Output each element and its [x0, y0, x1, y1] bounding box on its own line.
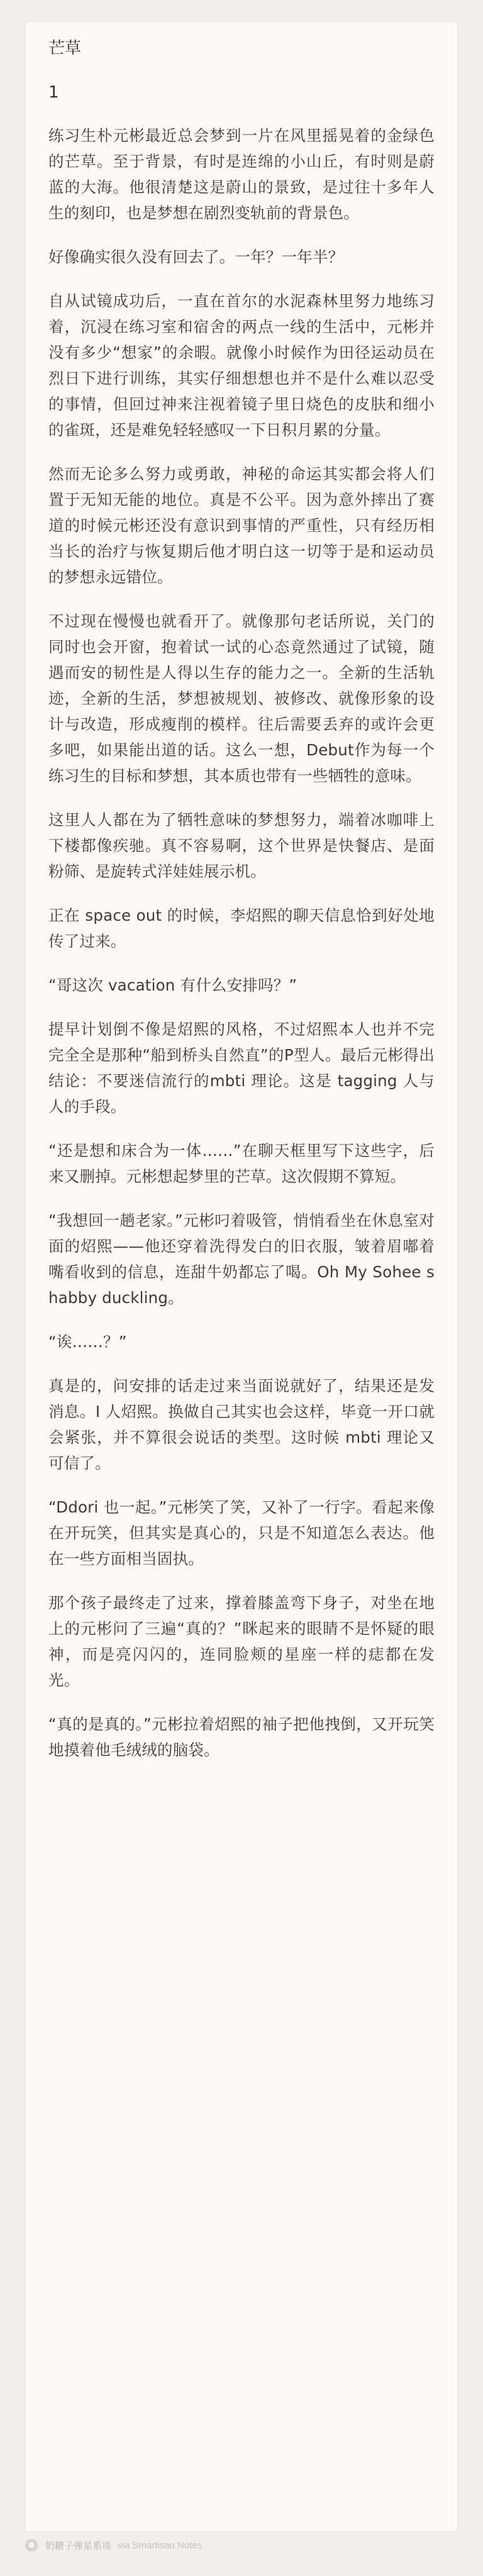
footer [25, 2536, 458, 2555]
user-icon: ● [25, 2539, 38, 2551]
paragraph: 正在 space out 的时候，李炤熙的聊天信息恰到好处地传了过来。 [48, 906, 435, 950]
paragraph: 提早计划倒不像是炤熙的风格，不过炤熙本人也并不完完全全是那种“船到桥头自然直”的P型人。最后元彬得出结论：不要迷信流行的mbti 理论。这是 tagging 人与人的手段。 [48, 1020, 435, 1116]
paragraph: 这里人人都在为了牺牲意味的梦想努力，端着冰咖啡上下楼都像疾驰。真不容易啊，这个世界是快餐店、是面粉筛、是旋转式洋娃娃展示机。 [48, 811, 435, 880]
paragraph: 那个孩子最终走了过来，撑着膝盖弯下身子，对坐在地上的元彬问了三遍“真的？”眯起来的眼睛不是怀疑的眼神，而是亮闪闪的，连同脸颊的星座一样的痣都在发光。 [48, 1594, 435, 1689]
paragraph: 真是的，问安排的话走过来当面说就好了，结果还是发消息。I 人炤熙。换做自己其实也会这样，毕竟一开口就会紧张，并不算很会说话的类型。这时候 mbti 理论又可信了。 [48, 1377, 435, 1472]
paragraph: “真的是真的。”元彬拉着炤熙的袖子把他拽倒，又开玩笑地摸着他毛绒绒的脑袋。 [48, 1715, 435, 1759]
paragraph: 自从试镜成功后，一直在首尔的水泥森林里努力地练习着，沉浸在练习室和宿舍的两点一线的生活中，元彬并没有多少“想家”的余暇。就像小时候作为田径运动员在烈日下进行训练，其实仔细想想也并不是什么难以忍受的事情，但回过神来注视着镜子里日烧色的皮肤和细小的雀斑，还是难免轻轻感叹一下日积月累的分量。 [48, 292, 435, 439]
article-title: 芒草 [48, 39, 82, 58]
paragraph: “Ddori 也一起。”元彬笑了笑，又补了一行字。看起来像在开玩笑，但其实是真心的，只是不知道怎么表达。他在一些方面相当固执。 [48, 1498, 435, 1568]
paragraph: 好像确实很久没有回去了。一年？一年半？ [48, 248, 344, 266]
chapter-number: 1 [48, 83, 59, 102]
paragraph: “诶……？” [48, 1333, 127, 1351]
paragraph: “我想回一趟老家。”元彬叼着吸管，悄悄看坐在休息室对面的炤熙——他还穿着洗得发白的旧衣服，皱着眉嘟着嘴看收到的信息，连甜牛奶都忘了喝。Oh My Sohee shabby duckling。 [48, 1211, 435, 1307]
paragraph: 练习生朴元彬最近总会梦到一片在风里摇晃着的金绿色的芒草。至于背景，有时是连绵的小山丘，有时则是蔚蓝的大海。他很清楚这是蔚山的景致，是过往十多年人生的刻印，也是梦想在剧烈变轨前的背景色。 [48, 126, 435, 222]
note-card [25, 21, 458, 2532]
paragraph: 不过现在慢慢也就看开了。就像那句老话所说，关门的同时也会开窗，抱着试一试的心态竟然通过了试镜，随遇而安的韧性是人得以生存的能力之一。全新的生活轨迹，全新的生活，梦想被规划、被修改、就像形象的设计与改造，形成瘦削的模样。往后需要丢弃的或许会更多吧，如果能出道的话。这么一想，Debut作为每一个练习生的目标和梦想，其本质也带有一些牺牲的意味。 [48, 612, 435, 785]
paragraph: 然而无论多么努力或勇敢，神秘的命运其实都会将人们置于无知无能的地位。真是不公平。因为意外摔出了赛道的时候元彬还没有意识到事情的严重性，只有经历相当长的治疗与恢复期后他才明白这一切等于是和运动员的梦想永远错位。 [48, 465, 435, 586]
paragraph: “还是想和床合为一体……”在聊天框里写下这些字，后来又删掉。元彬想起梦里的芒草。这次假期不算短。 [48, 1141, 435, 1185]
footer-via: via Smartisan Notes [118, 2540, 203, 2551]
footer-author: 奶糖子弹星系谈 [45, 2540, 112, 2551]
paragraph: “哥这次 vacation 有什么安排吗？” [48, 976, 297, 994]
